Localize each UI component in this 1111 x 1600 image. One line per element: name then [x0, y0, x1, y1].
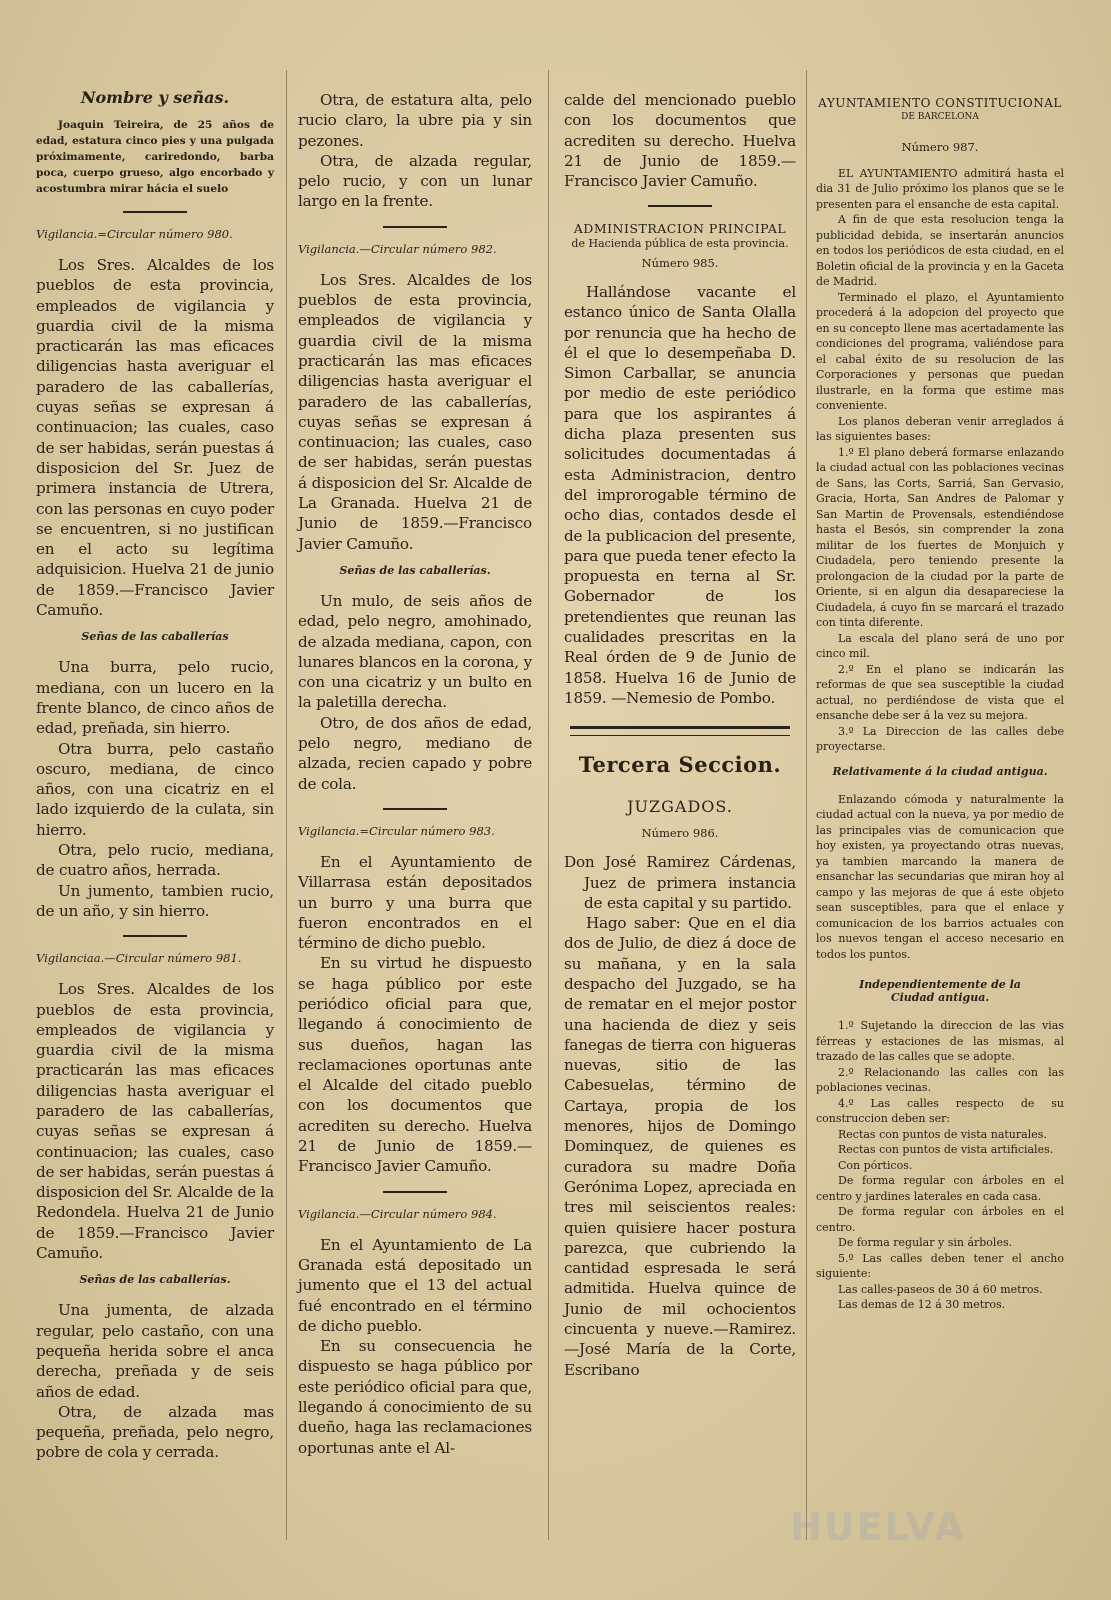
senas-heading: Señas de las caballerías.	[339, 563, 491, 577]
column-2	[298, 90, 532, 1458]
separator	[383, 1191, 447, 1193]
circular-983-text: En el Ayuntamiento de Villarrasa están depositados un burro y una burra que fueron encontrados en el término de dicho pueblo.	[298, 852, 532, 953]
paragraph: 4.º Las calles respecto de su construccion deben ser:	[816, 1096, 1064, 1125]
senas-heading: Señas de las caballerías	[81, 630, 229, 644]
circular-980-body: Los Sres. Alcaldes de los pueblos de esta provincia, empleados de vigilancia y guardia civil de la misma practicarán las mas eficaces diligencias hasta averiguar el paradero de las caballerías, cuyas señas se expresan á continuacion; las cuales, caso de ser habidas, serán puestas á disposicion del Sr. Juez de primera instancia de Utrera, con las personas en cuyo poder se encuentren, si no justifican en el acto su legítima adquisicion. Huelva 21 de junio de 1859.—Francisco Javier Camuño.	[36, 256, 274, 620]
paragraph: Los planos deberan venir arreglados á las siguientes bases:	[816, 414, 1064, 443]
column-divider	[286, 70, 287, 1540]
subheading: Independientemente de la Ciudad antigua.	[859, 978, 1021, 1004]
library-watermark: HUELVA	[790, 1505, 966, 1549]
circular-981-title: Vigilanciaa.—Circular número 981.	[36, 951, 242, 966]
paragraph: 1.º Sujetando la direccion de las vias férreas y estaciones de las mismas, al trazado de las calles que se adopte.	[816, 1019, 1064, 1063]
separator	[123, 211, 187, 213]
subheading: Relativamente á la ciudad antigua.	[832, 764, 1048, 778]
numero-985: Número 985.	[641, 255, 719, 270]
paragraph: 2.º Relacionando las calles con las poblaciones vecinas.	[816, 1065, 1064, 1094]
circular-980-title: Vigilancia.=Circular número 980.	[36, 227, 233, 241]
ayuntamiento-subtitle: DE BARCELONA	[901, 112, 979, 122]
separator	[383, 808, 447, 810]
senas-heading: Señas de las caballerías.	[79, 1273, 231, 1287]
paragraph: Las demas de 12 á 30 metros.	[838, 1298, 1006, 1311]
separator	[123, 935, 187, 937]
circular-984-text: En su consecuencia he dispuesto se haga público por este periódico oficial para que, llegando á conocimiento de su dueño, haga las reclamaciones oportunas ante el Al-	[298, 1337, 532, 1457]
circular-981-body: Los Sres. Alcaldes de los pueblos de esta provincia, empleados de vigilancia y guardia civil de la misma practicarán las mas eficaces diligencias hasta averiguar el paradero de las caballerías, cuyas señas se expresan á continuacion; las cuales, caso de ser habidas, serán puestas á disposicion del Sr. Alcalde de la Redondela. Huelva 21 de Junio de 1859.—Francisco Javier Camuño.	[36, 980, 274, 1263]
column-divider	[548, 70, 549, 1540]
paragraph: Con pórticos.	[838, 1158, 913, 1172]
numero-987: Número 987.	[901, 139, 979, 154]
admin-subtitle: de Hacienda pública de esta provincia.	[571, 237, 789, 251]
paragraph: La escala del plano será de uno por cinco mil.	[816, 631, 1064, 660]
tercera-seccion-title: Tercera Seccion.	[578, 752, 782, 778]
description-text: Joaquin Teireira, de 25 años de edad, estatura cinco pies y una pulgada próximamente, cariredondo, barba poca, cuerpo grueso, algo encorbado y acostumbra mirar hácia el suelo	[36, 119, 274, 195]
numero-986-intro: Don José Ramirez Cárdenas, Juez de primera instancia de esta capital y su partido.	[564, 853, 796, 912]
paragraph: A fin de que esta resolucion tenga la publicidad debida, se insertarán anuncios en todos los periódicos de esta ciudad, en el Boletin oficial de la provincia y en la Gaceta de Madrid.	[816, 213, 1064, 288]
column-3	[564, 90, 796, 1380]
paragraph: Terminado el plazo, el Ayuntamiento procederá á la adopcion del proyecto que en su concepto llene mas acertadamente las condiciones del programa, valiéndose para el cabal éxito de su resolucion de las Corporaciones y personas que puedan ilustrarle, en la forma que estime mas conveniente.	[816, 290, 1064, 412]
numero-985-body: Hallándose vacante el estanco único de Santa Olalla por renuncia que ha hecho de él el que lo desempeñaba D. Simon Carballar, se anuncia por medio de este periódico para que los aspirantes á dicha plaza presenten sus solicitudes documentadas á esta Administracion, dentro del improrogable término de ocho dias, contados desde el de la publicacion del presente, para que pueda tener efecto la propuesta en terna al Sr. Gobernador de los pretendientes que reunan las cualidades prescritas en la Real órden de 9 de Junio de 1858. Huelva 16 de Junio de 1859. —Nemesio de Pombo.	[564, 282, 796, 707]
senas-item: Otra, de estatura alta, pelo rucio claro, la ubre pia y sin pezones.	[298, 91, 532, 150]
ayuntamiento-title: AYUNTAMIENTO CONSTITUCIONAL	[818, 96, 1062, 110]
column-divider	[806, 70, 807, 1540]
senas-item: Otra burra, pelo castaño oscuro, mediana, de cinco años, con una cicatriz en el lado izquierdo de la culata, sin hierro.	[36, 739, 274, 839]
paragraph: De forma regular con árboles en el centro y jardines laterales en cada casa.	[816, 1174, 1064, 1203]
senas-item: Otra, pelo rucio, mediana, de cuatro años, herrada.	[36, 841, 274, 880]
senas-item: Un mulo, de seis años de edad, pelo negro, amohinado, de alzada mediana, capon, con lunares blancos en la corona, y con una cicatriz y un bulto en la paletilla derecha.	[298, 591, 532, 712]
circular-983-title: Vigilancia.=Circular número 983.	[298, 823, 495, 838]
section-separator	[570, 726, 790, 736]
separator	[648, 205, 712, 207]
column-4	[816, 96, 1064, 1313]
paragraph: 1.º El plano deberá formarse enlazando la ciudad actual con las poblaciones vecinas de Sans, las Corts, Sarriá, San Gervasio, Gracia, Horta, San Andres de Palomar y San Martin de Provensals, estendiéndose hasta el Besós, sin comprender la zona militar de los fuertes de Monjuich y Ciudadela, pero teniendo presente la prolongacion de la ciudad por la parte de Oriente, si en algun dia desapareciese la Ciudadela, á cuyo fin se marcará el trazado con tinta diferente.	[816, 445, 1064, 629]
column-1	[36, 82, 274, 1463]
paragraph: De forma regular y sin árboles.	[838, 1236, 1013, 1249]
paragraph: Enlazando cómoda y naturalmente la ciudad actual con la nueva, ya por medio de las principales vias de comunicacion que hoy existen, ya proyectando otras nuevas, ya tambien marcando la manera de ensanchar las secundarias que miran hoy al campo y las mejoras de que á este objeto sean susceptibles, para que el enlace y comunicacion de los barrios actuales con los nuevos tengan el acceso necesario en todos los puntos.	[816, 792, 1064, 961]
senas-item: Un jumento, tambien rucio, de un año, y sin hierro.	[36, 881, 274, 920]
paragraph: 3.º La Direccion de las calles debe proyectarse.	[816, 724, 1064, 753]
circular-984-title: Vigilancia.—Circular número 984.	[298, 1206, 497, 1221]
numero-986: Número 986.	[641, 826, 719, 841]
paragraph: Las calles-paseos de 30 á 60 metros.	[838, 1282, 1043, 1296]
senas-item: Una jumenta, de alzada regular, pelo castaño, con una pequeña herida sobre el anca derecha, preñada y de seis años de edad.	[36, 1301, 274, 1401]
separator	[383, 226, 447, 228]
heading-nombre: Nombre y señas.	[80, 88, 230, 107]
paragraph: De forma regular con árboles en el centro.	[816, 1205, 1064, 1234]
paragraph: Rectas con puntos de vista naturales.	[838, 1127, 1047, 1141]
continued-text: calde del mencionado pueblo con los documentos que acrediten su derecho. Huelva 21 de Junio de 1859.—Francisco Javier Camuño.	[564, 91, 796, 191]
juzgados-heading: JUZGADOS.	[627, 797, 733, 817]
paragraph: 5.º Las calles deben tener el ancho siguiente:	[816, 1251, 1064, 1280]
senas-item: Otra, de alzada mas pequeña, preñada, pelo negro, pobre de cola y cerrada.	[36, 1402, 274, 1462]
senas-item: Una burra, pelo rucio, mediana, con un lucero en la frente blanco, de cinco años de edad, preñada, sin hierro.	[36, 658, 274, 738]
paragraph: Rectas con puntos de vista artificiales.	[838, 1143, 1054, 1156]
senas-item: Otra, de alzada regular, pelo rucio, y con un lunar largo en la frente.	[298, 151, 532, 211]
circular-982-title: Vigilancia.—Circular número 982.	[298, 241, 497, 256]
admin-title: ADMINISTRACION PRINCIPAL	[573, 221, 787, 237]
numero-986-body: Hago saber: Que en el dia dos de Julio, de diez á doce de su mañana, y en la sala despacho del Juzgado, se ha de rematar en el mejor postor una hacienda de diez y seis fanegas de tierra con higueras nuevas, sitio de las Cabesuelas, término de Cartaya, propia de los menores, hijos de Domingo Dominquez, de quienes es curadora su madre Doña Gerónima Lopez, apreciada en tres mil seiscientos reales: quien quisiere hacer postura parezca, que cubriendo la cantidad espresada le será admitida. Huelva quince de Junio de mil ochocientos cincuenta y nueve.—Ramirez.—José María de la Corte, Escribano	[564, 914, 796, 1379]
circular-984-text: En el Ayuntamiento de La Granada está depositado un jumento que el 13 del actual fué encontrado en el término de dicho pueblo.	[298, 1235, 532, 1335]
senas-item: Otro, de dos años de edad, pelo negro, mediano de alzada, recien capado y pobre de cola.	[298, 713, 532, 793]
paragraph: EL AYUNTAMIENTO admitirá hasta el dia 31 de Julio próximo los planos que se le presenten para el ensanche de esta capital.	[816, 166, 1064, 211]
circular-983-text: En su virtud he dispuesto se haga público por este periódico oficial para que, llegando á conocimiento de sus dueños, hagan las reclamaciones oportunas ante el Alcalde del citado pueblo con los documentos que acrediten su derecho. Huelva 21 de Junio de 1859.—Francisco Javier Camuño.	[298, 954, 532, 1176]
paragraph: 2.º En el plano se indicarán las reformas de que sea susceptible la ciudad actual, no perdiéndose de vista que el ensanche debe ser á la vez su mejora.	[816, 662, 1064, 722]
circular-982-body: Los Sres. Alcaldes de los pueblos de esta provincia, empleados de vigilancia y guardia civil de la misma practicarán las mas eficaces diligencias hasta averiguar el paradero de las caballerías, cuyas señas se expresan á continuacion; las cuales, caso de ser habidas, serán puestas á disposicion del Sr. Alcalde de La Granada. Huelva 21 de Junio de 1859.—Francisco Javier Camuño.	[298, 270, 532, 553]
